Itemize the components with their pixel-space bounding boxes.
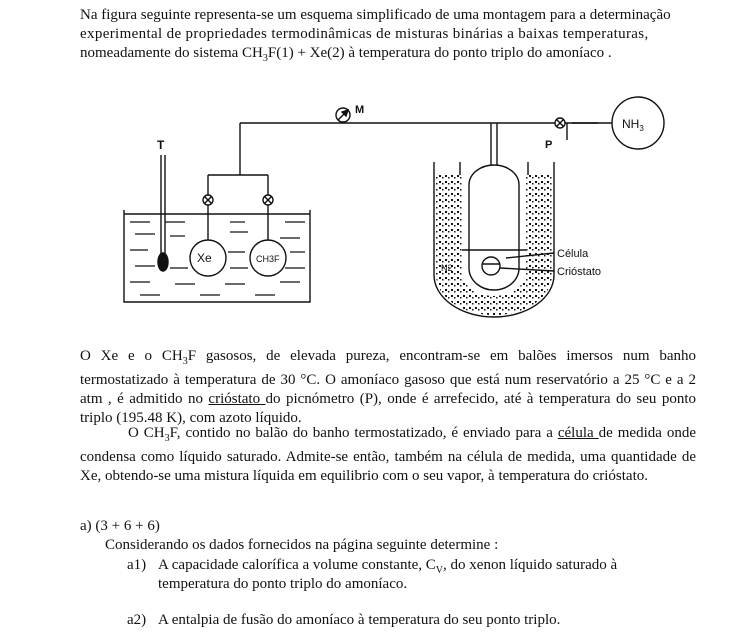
- intro-line-3: nomeadamente do sistema $CH_3F(1) + Xe(2)$ à temperatura do ponto triplo do amoníaco .: [80, 45, 612, 64]
- label-Xe: Xe: [197, 251, 212, 265]
- question-a1-line1: A capacidade calorífica a volume constante, $C_V$, do xenon líquido saturado à: [158, 557, 618, 576]
- label-T: T: [157, 138, 165, 152]
- intro-line-2: experimental de propriedades termodinâmicas de misturas binárias a baixas temperaturas,: [80, 26, 649, 42]
- label-P: P: [545, 139, 553, 151]
- label-M: M: [355, 104, 365, 116]
- label-celula: Célula: [557, 248, 589, 260]
- question-intro: Considerando os dados fornecidos na página seguinte determine :: [105, 537, 499, 553]
- label-NH3: $NH_3$: [622, 117, 644, 133]
- intro-line-1: Na figura seguinte representa-se um esquema simplificado de uma montagem para a determinação: [80, 7, 671, 23]
- paragraph-gases: O Xe e o $CH_3F$ gasosos, de elevada pureza, encontram-se em balões imersos num banho termostatizado à temperatura de 30 °C. O amoníaco gasoso que está num reservatório a 25 °C e a 2 atm , é admitido no crióstato do picnómetro (P), onde é arrefecido, até à temperatura do seu ponto triplo (195.48 K), com azoto líquido.: [80, 348, 696, 426]
- label-criostato: Crióstato: [557, 266, 602, 278]
- label-CH3F: CH3F: [256, 254, 280, 264]
- paragraph-procedure: O $CH_3F$, contido no balão do banho termostatizado, é enviado para a célula de medida onde condensa como líquido saturado. Admite-se então, também na célula de medida, uma quantidade de Xe, obtendo-se uma mistura líquida em equilibrio com o seu vapor, à temperatura do crióstato.: [80, 425, 697, 484]
- question-a1-label: a1): [127, 557, 147, 573]
- question-a2-label: a2): [127, 612, 147, 628]
- question-a1-line2: temperatura do ponto triplo do amoníaco.: [158, 576, 408, 592]
- label-N2: N2: [441, 263, 453, 273]
- question-header: a) (3 + 6 + 6): [80, 518, 160, 534]
- question-a2-text: A entalpia de fusão do amoníaco à temperatura do seu ponto triplo.: [158, 612, 561, 628]
